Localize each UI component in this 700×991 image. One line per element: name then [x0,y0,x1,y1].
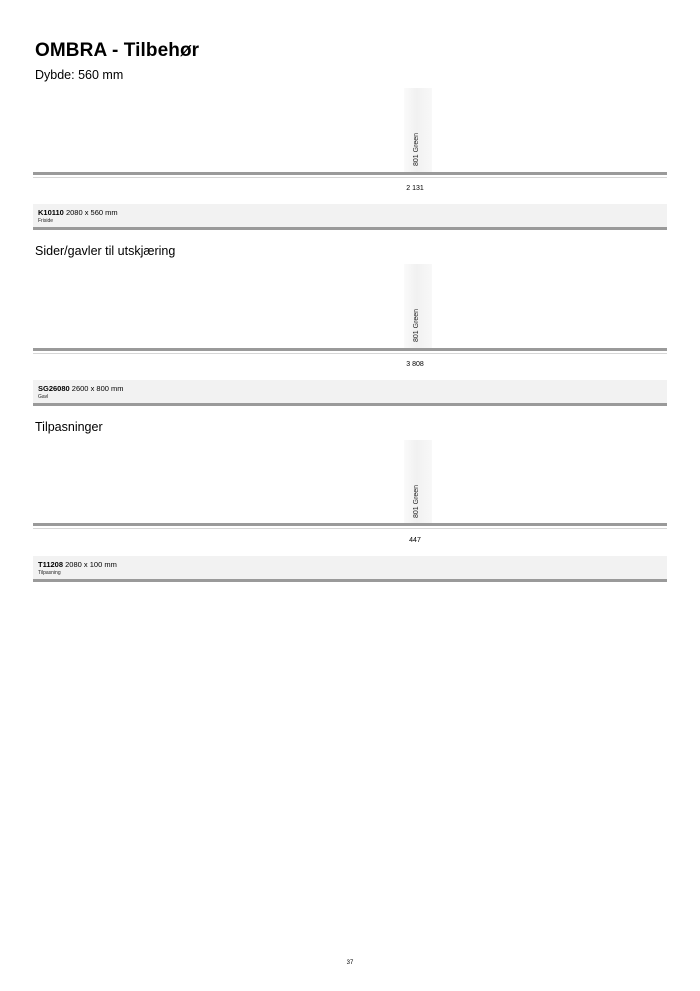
product-row [33,556,667,582]
price: 447 [409,537,421,544]
table-divider [33,177,667,178]
price: 2 131 [406,185,424,192]
section-title-depth: Dybde: 560 mm [35,68,124,82]
color-column-label: 801 Green [413,132,420,166]
product-dimensions: 2080 x 560 mm [65,208,118,217]
color-column-label: 801 Green [413,308,420,342]
table-header-rule [33,172,667,175]
color-column-label: 801 Green [413,484,420,518]
table-divider [33,528,667,529]
section-title-fillers: Tilpasninger [35,420,103,434]
table-header-rule [33,348,667,351]
product-dimensions: 2080 x 100 mm [65,560,117,569]
product-name: Gavl [38,394,49,400]
page-number: 37 [346,960,354,966]
product-code: K10110 [38,208,64,217]
section-title-sides: Sider/gavler til utskjæring [35,244,176,258]
product-dimensions: 2600 x 800 mm [71,384,124,393]
product-name: Friside [38,218,54,224]
price: 3 808 [406,361,424,368]
table-divider [33,353,667,354]
product-code: T11208 [38,560,64,569]
product-name: Tilpasning [38,570,61,576]
product-code: SG26080 [38,384,70,393]
product-row [33,380,667,406]
page-title: OMBRA - Tilbehør [35,40,200,61]
product-row [33,204,667,230]
table-header-rule [33,523,667,526]
